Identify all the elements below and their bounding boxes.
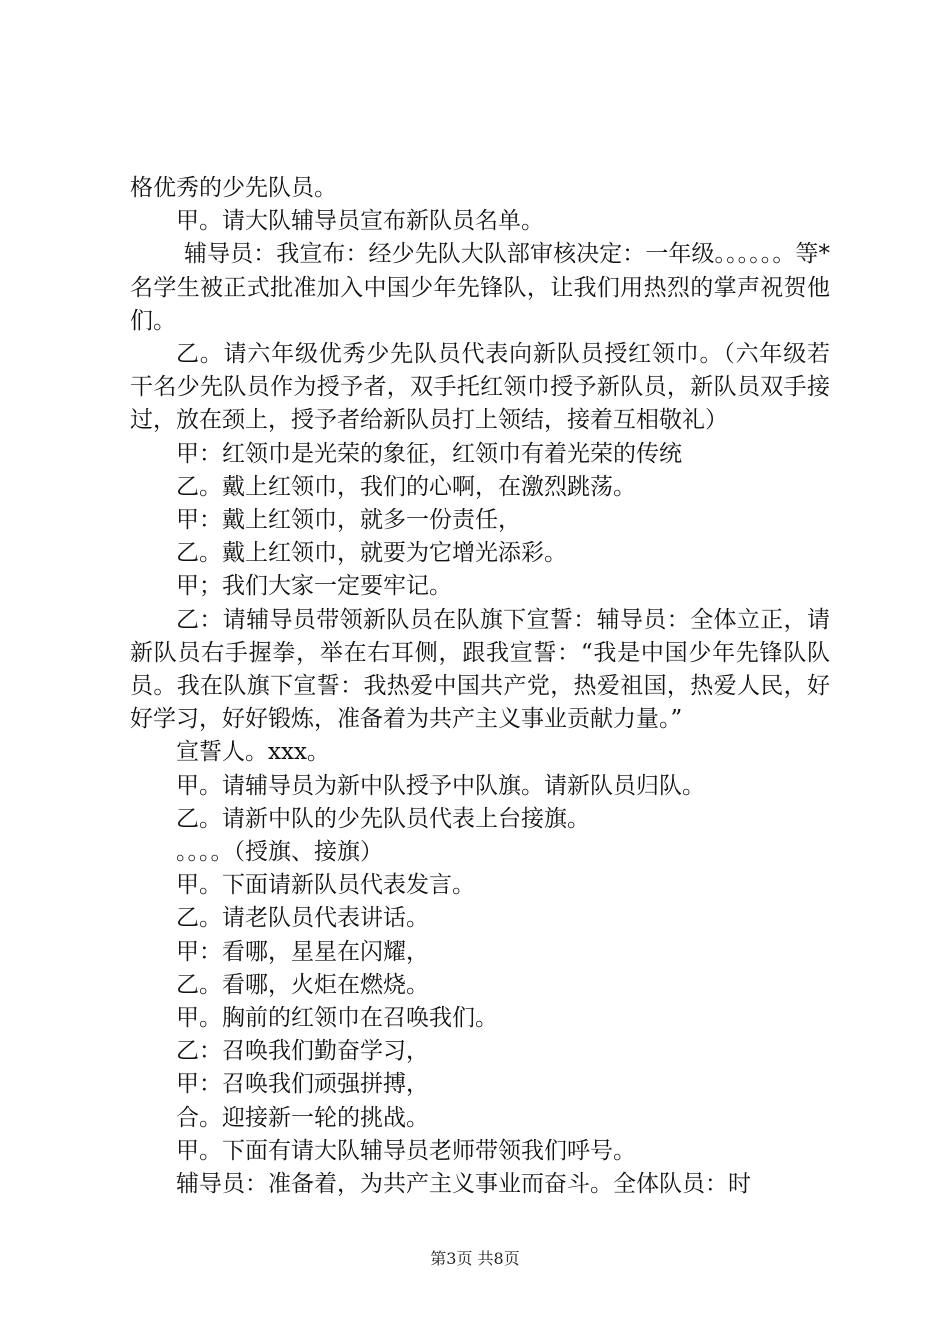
paragraph: 辅导员：准备着，为共产主义事业而奋斗。全体队员：时: [176, 1171, 751, 1198]
paragraph: 甲：看哪，星星在闪耀，: [176, 938, 429, 965]
paragraph: 乙：请辅导员带领新队员在队旗下宣誓：辅导员：全体立正，请新队员右手握拳，举在右耳侧，跟我宣誓：“我是中国少年先锋队队员。我在队旗下宣誓：我热爱中国共产党，热爱祖国，热爱人民，好好学习，好好锻炼，准备着为共产主义事业贡献力量。”: [130, 606, 830, 733]
paragraph: 宣誓人。xxx。: [176, 739, 330, 766]
paragraph: 甲：召唤我们顽强拼搏，: [176, 1071, 429, 1098]
paragraph: 甲。胸前的红领巾在召唤我们。: [176, 1005, 498, 1032]
paragraph: 。。。。（授旗、接旗）: [176, 839, 383, 866]
paragraph: 乙。请老队员代表讲话。: [176, 905, 429, 932]
document-body: [130, 172, 830, 1201]
page-footer: [0, 1246, 950, 1269]
paragraph: 乙。戴上红领巾，我们的心啊，在激烈跳荡。: [176, 473, 636, 500]
paragraph: 乙。戴上红领巾，就要为它增光添彩。: [176, 540, 567, 567]
paragraph: 甲。下面请新队员代表发言。: [176, 872, 475, 899]
paragraph: 乙。看哪，火炬在燃烧。: [176, 971, 429, 998]
paragraph: 格优秀的少先队员。: [130, 175, 337, 201]
paragraph: 乙。请新中队的少先队员代表上台接旗。: [176, 805, 590, 832]
page-number-label: 第3页 共8页: [430, 1249, 520, 1268]
paragraph: 乙。请六年级优秀少先队员代表向新队员授红领巾。（六年级若干名少先队员作为授予者，双手托红领巾授予新队员，新队员双手接过，放在颈上，授予者给新队员打上领结，接着互相敬礼）: [130, 341, 830, 434]
paragraph: 合。迎接新一轮的挑战。: [176, 1104, 429, 1131]
paragraph: 甲；我们大家一定要牢记。: [176, 573, 452, 600]
paragraph: 甲。请大队辅导员宣布新队员名单。: [176, 208, 544, 235]
paragraph: 甲。请辅导员为新中队授予中队旗。请新队员归队。: [176, 772, 705, 799]
paragraph: 甲：戴上红领巾，就多一份责任，: [176, 507, 521, 534]
paragraph: 辅导员：我宣布：经少先队大队部审核决定：一年级。。。。。。等*名学生被正式批准加入中国少年先锋队，让我们用热烈的掌声祝贺他们。: [130, 241, 830, 334]
paragraph: 甲：红领巾是光荣的象征，红领巾有着光荣的传统: [176, 440, 682, 467]
paragraph: 甲。下面有请大队辅导员老师带领我们呼号。: [176, 1137, 636, 1164]
paragraph: 乙：召唤我们勤奋学习，: [176, 1038, 429, 1065]
